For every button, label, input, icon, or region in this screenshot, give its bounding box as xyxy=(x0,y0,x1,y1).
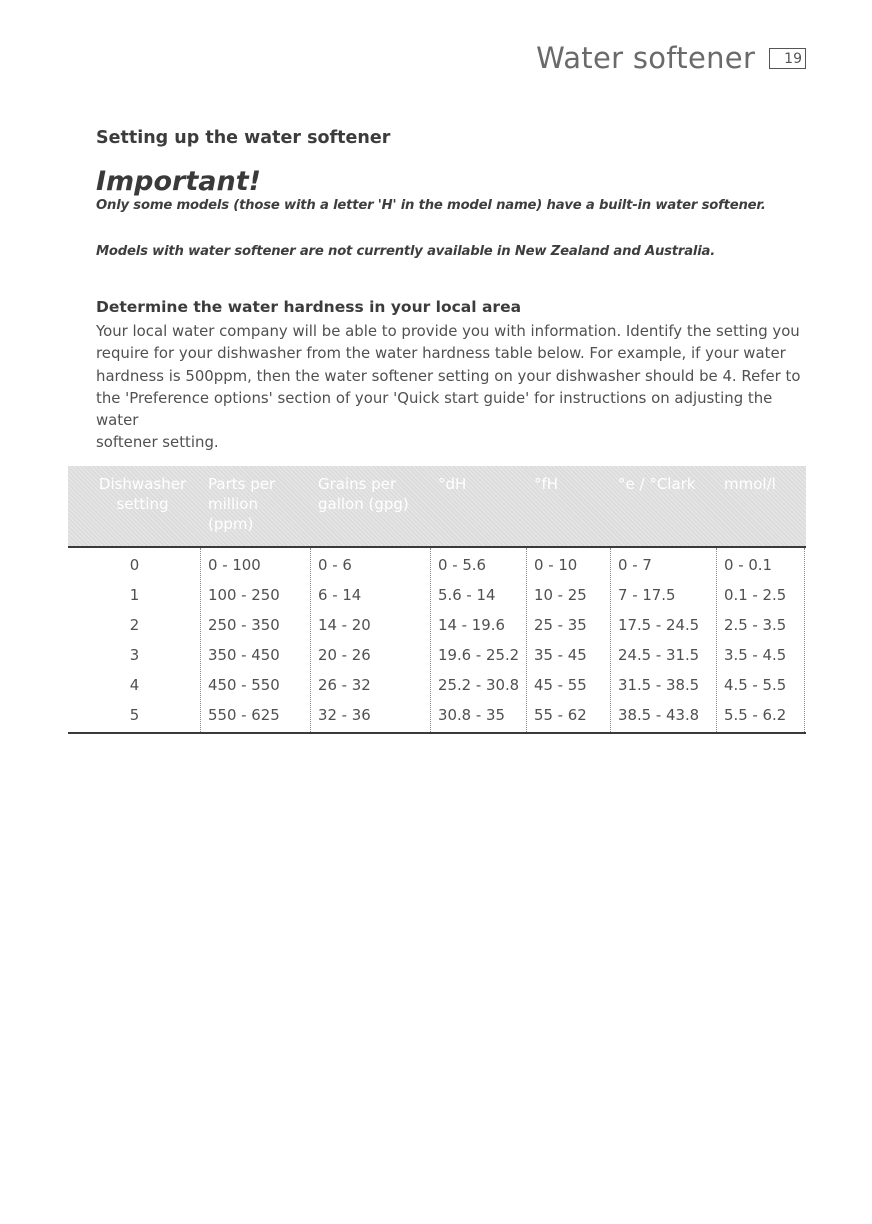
table-cell: 25.2 - 30.8 xyxy=(438,676,520,694)
table-bottom-rule xyxy=(68,732,806,734)
header-fh xyxy=(534,474,558,494)
table-cell: 2 xyxy=(129,616,140,634)
header-line: mmol/l xyxy=(724,475,776,493)
column-separator xyxy=(430,548,431,732)
instruction-line: hardness is 500ppm, then the water softener setting on your dishwasher should be 4. Refer to xyxy=(96,366,801,385)
header-mmol xyxy=(724,474,776,494)
table-cell: 0 - 10 xyxy=(534,556,578,574)
header-line: gallon (gpg) xyxy=(318,495,409,513)
header-line: setting xyxy=(116,495,169,513)
column-separator xyxy=(310,548,311,732)
table-cell: 38.5 - 43.8 xyxy=(618,706,700,724)
table-cell: 0 xyxy=(129,556,140,574)
page-header xyxy=(536,41,806,75)
table-cell: 0 - 6 xyxy=(318,556,352,574)
column-separator xyxy=(610,548,611,732)
header-line: Parts per xyxy=(208,475,276,493)
instruction-line: require for your dishwasher from the water hardness table below. For example, if your water xyxy=(96,344,786,363)
important-title: Important! xyxy=(96,166,261,197)
column-separator xyxy=(200,548,201,732)
table-cell: 35 - 45 xyxy=(534,646,587,664)
table-cell: 550 - 625 xyxy=(208,706,280,724)
table-cell: 55 - 62 xyxy=(534,706,587,724)
table-cell: 1 xyxy=(129,586,140,604)
table-cell: 3.5 - 4.5 xyxy=(724,646,787,664)
table-cell: 0.1 - 2.5 xyxy=(724,586,787,604)
page-number: 19 xyxy=(769,48,806,69)
important-note-models: Only some models (those with a letter 'H' in the model name) have a built-in water softener. xyxy=(96,198,766,213)
column-separator xyxy=(804,548,805,732)
header-dh xyxy=(438,474,466,494)
header-dishwasher-setting xyxy=(76,474,209,514)
table-body xyxy=(68,548,806,732)
table-cell: 32 - 36 xyxy=(318,706,371,724)
table-cell: 10 - 25 xyxy=(534,586,587,604)
table-header xyxy=(68,466,806,548)
table-cell: 31.5 - 38.5 xyxy=(618,676,700,694)
table-cell: 0 - 7 xyxy=(618,556,652,574)
table-cell: 4 xyxy=(129,676,140,694)
table-cell: 0 - 0.1 xyxy=(724,556,772,574)
header-gpg xyxy=(318,474,409,514)
table-cell: 20 - 26 xyxy=(318,646,371,664)
page-title: Water softener xyxy=(536,41,756,75)
table-cell: 0 - 5.6 xyxy=(438,556,486,574)
water-hardness-table xyxy=(68,466,806,734)
table-cell: 5 xyxy=(129,706,140,724)
instruction-line: the 'Preference options' section of your 'Quick start guide' for instructions on adjusting the water xyxy=(96,388,773,430)
table-row xyxy=(68,670,806,700)
header-line: million xyxy=(208,495,258,513)
table-cell: 350 - 450 xyxy=(208,646,280,664)
header-line: Grains per xyxy=(318,475,397,493)
water-hardness-heading: Determine the water hardness in your local area xyxy=(96,298,522,316)
table-row xyxy=(68,700,806,730)
table-cell: 14 - 19.6 xyxy=(438,616,505,634)
table-cell: 5.5 - 6.2 xyxy=(724,706,787,724)
header-ppm xyxy=(208,474,275,534)
table-row xyxy=(68,580,806,610)
instruction-line: Your local water company will be able to provide you with information. Identify the setting you xyxy=(96,322,800,340)
column-separator xyxy=(526,548,527,732)
water-hardness-instructions xyxy=(96,320,808,454)
table-cell: 2.5 - 3.5 xyxy=(724,616,787,634)
table-cell: 0 - 100 xyxy=(208,556,261,574)
header-line: °e / °Clark xyxy=(618,475,696,493)
table-cell: 3 xyxy=(129,646,140,664)
table-cell: 17.5 - 24.5 xyxy=(618,616,700,634)
header-line: °fH xyxy=(534,475,559,493)
table-cell: 45 - 55 xyxy=(534,676,587,694)
table-cell: 250 - 350 xyxy=(208,616,280,634)
table-cell: 450 - 550 xyxy=(208,676,280,694)
instruction-line: softener setting. xyxy=(96,433,219,452)
table-cell: 100 - 250 xyxy=(208,586,280,604)
header-line: °dH xyxy=(438,475,467,493)
table-cell: 19.6 - 25.2 xyxy=(438,646,520,664)
section-subheading: Setting up the water softener xyxy=(96,128,391,148)
header-line: Dishwasher xyxy=(98,475,187,493)
table-row xyxy=(68,640,806,670)
table-cell: 7 - 17.5 xyxy=(618,586,676,604)
table-cell: 5.6 - 14 xyxy=(438,586,496,604)
table-cell: 14 - 20 xyxy=(318,616,371,634)
table-cell: 30.8 - 35 xyxy=(438,706,505,724)
column-separator xyxy=(716,548,717,732)
table-row xyxy=(68,550,806,580)
table-cell: 26 - 32 xyxy=(318,676,371,694)
table-row xyxy=(68,610,806,640)
table-cell: 4.5 - 5.5 xyxy=(724,676,787,694)
important-note-availability: Models with water softener are not currently available in New Zealand and Australia. xyxy=(96,244,716,259)
table-cell: 25 - 35 xyxy=(534,616,587,634)
header-line: (ppm) xyxy=(208,515,254,533)
table-cell: 24.5 - 31.5 xyxy=(618,646,700,664)
table-cell: 6 - 14 xyxy=(318,586,362,604)
header-clark xyxy=(618,474,696,494)
